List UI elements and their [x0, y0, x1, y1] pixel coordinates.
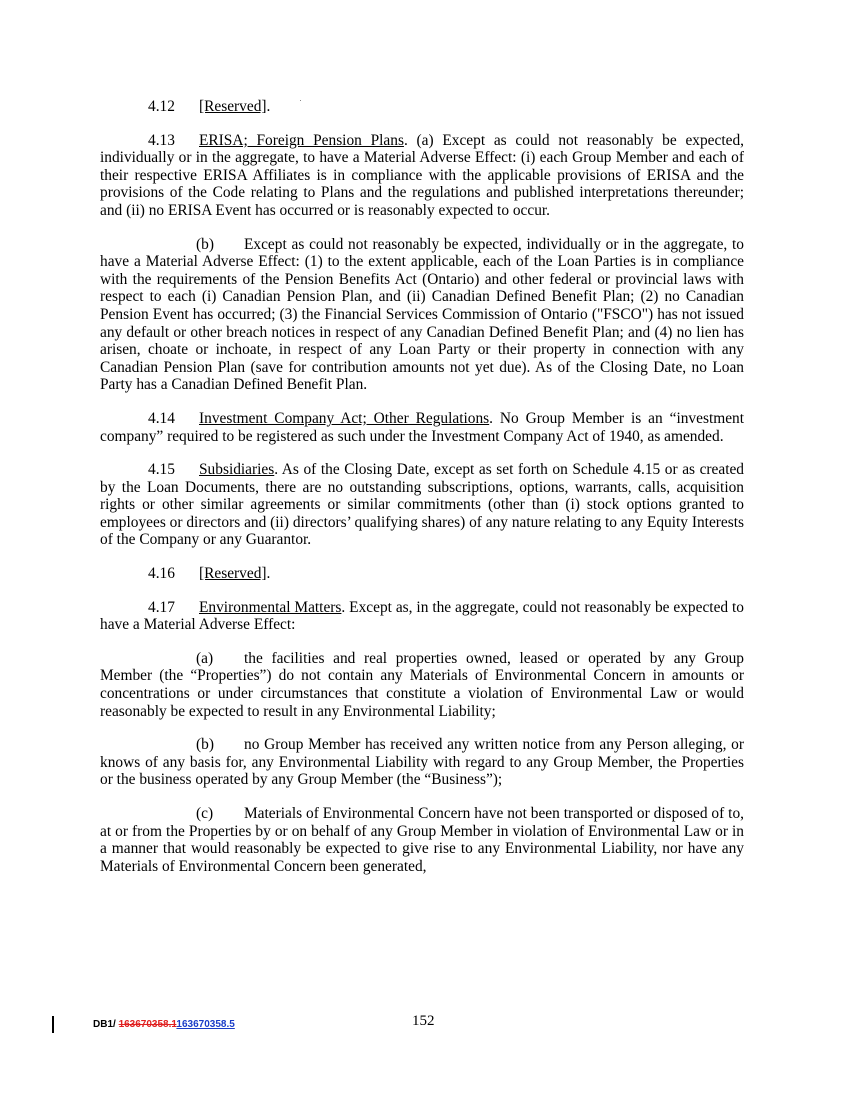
clause-text: Except as could not reasonably be expected, individually or in the aggregate, to have a Material Adverse Effect: (1) to the extent applicable, each of the Loan Parties is in compliance with the requirements of the Pension Benefits Act (Ontario) and other federal or provincial laws with respect to each (i) Canadian Pension Plan, and (ii) Canadian Defined Benefit Plan; (2) no Canadian Pension Event has occurred; (3) the Financial Services Commission of Ontario ("FSCO") has not issued any default or other breach notices in respect of any Canadian Defined Benefit Plan; and (4) no lien has arisen, choate or inchoate, in respect of any Loan Party or their property in connection with any Canadian Pension Plan (save for contribution amounts not yet due). As of the Closing Date, no Loan Party has a Canadian Defined Benefit Plan.: [100, 235, 744, 394]
section-4-13-b: [100, 236, 744, 394]
section-title: Environmental Matters: [199, 598, 342, 616]
section-text: . No Group Member is an “investment company” required to be registered as such under the Investment Company Act of 1940, as amended.: [100, 409, 744, 445]
change-bar: [52, 1016, 54, 1033]
section-title: [Reserved]: [199, 565, 267, 583]
section-text: . (a) Except as could not reasonably be expected, individually or in the aggregate, to have a Material Adverse Effect: (i) each Group Member and each of their respective ERISA Affiliates is in compliance with the applicable provisions of ERISA and the provisions of the Code relating to Plans and the regulations and published interpretations thereunder; and (ii) no ERISA Event has occurred or is reasonably expected to occur.: [100, 131, 744, 219]
document-id: [93, 1019, 235, 1030]
section-title: ERISA; Foreign Pension Plans: [199, 131, 404, 149]
section-number: 4.13: [148, 131, 175, 149]
section-4-17-a: [100, 650, 744, 720]
section-4-12: [100, 98, 744, 116]
section-4-17-c: [100, 805, 744, 875]
page-number: 152: [412, 1013, 435, 1029]
section-4-17-b: [100, 736, 744, 789]
section-4-15: [100, 461, 744, 549]
clause-label: (c): [196, 805, 214, 822]
doc-id-deleted: 163670358.1: [118, 1019, 177, 1030]
document-body: [100, 98, 744, 891]
section-4-17: [100, 599, 744, 634]
section-text: . Except as, in the aggregate, could not reasonably be expected to have a Material Adverse Effect:: [100, 598, 744, 634]
clause-label: (a): [196, 649, 214, 667]
section-title: [Reserved]: [199, 98, 267, 115]
section-number: 4.17: [148, 598, 175, 616]
section-number: 4.15: [148, 461, 175, 479]
clause-label: (b): [196, 235, 214, 253]
section-title: Subsidiaries: [199, 461, 275, 479]
clause-label: (b): [196, 736, 214, 754]
section-text: . As of the Closing Date, except as set forth on Schedule 4.15 or as created by the Loan Documents, there are no outstanding subscriptions, options, warrants, calls, acquisition rights or other similar agreements or similar commitments (other than (i) stock options granted to employees or directors and (ii) directors’ qualifying shares) of any nature relating to any Equity Interests of the Company or any Guarantor.: [100, 461, 744, 549]
doc-prefix: DB1/: [93, 1019, 119, 1030]
section-4-14: [100, 410, 744, 445]
section-number: 4.12: [148, 98, 175, 115]
doc-id-inserted: 163670358.5: [176, 1019, 235, 1030]
clause-text: no Group Member has received any written notice from any Person alleging, or knows of any basis for, any Environmental Liability with regard to any Group Member, the Properties or the business operated by any Group Member (the “Business”);: [100, 736, 744, 789]
section-title: Investment Company Act; Other Regulations: [199, 409, 490, 427]
section-number: 4.14: [148, 409, 175, 427]
clause-text: Materials of Environmental Concern have not been transported or disposed of to, at or from the Properties by or on behalf of any Group Member in violation of Environmental Law or in a manner that would reasonably be expected to give rise to any Environmental Liability, nor have any Materials of Environmental Concern been generated,: [100, 805, 744, 875]
section-number: 4.16: [148, 565, 175, 583]
section-4-13: [100, 132, 744, 220]
clause-text: the facilities and real properties owned, leased or operated by any Group Member (the “Properties”) do not contain any Materials of Environmental Concern in amounts or concentrations or under circumstances that constitute a violation of Environmental Law or would reasonably be expected to result in any Environmental Liability;: [100, 649, 744, 720]
section-punct: .: [266, 98, 271, 115]
section-punct: .: [266, 565, 271, 583]
section-4-16: [100, 565, 744, 583]
